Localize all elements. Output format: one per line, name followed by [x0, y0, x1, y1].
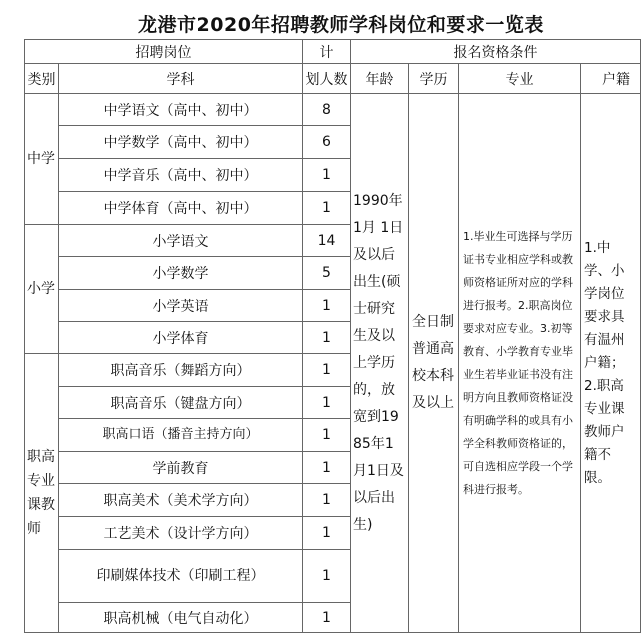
count-cell: 5 — [303, 257, 351, 290]
header-category: 类别 — [25, 64, 59, 94]
subject-cell: 小学语文 — [59, 225, 303, 257]
subject-cell: 职高口语（播音主持方向） — [59, 419, 303, 452]
count-cell: 1 — [303, 290, 351, 322]
category-primary: 小学 — [25, 225, 59, 354]
count-cell: 1 — [303, 452, 351, 484]
subject-cell: 职高音乐（键盘方向） — [59, 387, 303, 419]
count-cell: 1 — [303, 354, 351, 387]
subject-cell: 中学语文（高中、初中） — [59, 94, 303, 126]
count-cell: 6 — [303, 126, 351, 159]
count-cell: 1 — [303, 159, 351, 192]
header-hukou: 户籍 — [581, 64, 641, 94]
condition-hukou: 1.中学、小学岗位要求具有温州户籍；2.职高专业课教师户籍不限。 — [581, 94, 641, 633]
page-title: 龙港市2020年招聘教师学科岗位和要求一览表 — [138, 14, 544, 36]
condition-education: 全日制普通高校本科及以上 — [409, 94, 459, 633]
recruitment-table — [24, 39, 641, 633]
header-plan-bottom: 划人数 — [303, 64, 351, 94]
header-plan-top: 计 — [303, 40, 351, 64]
subject-cell: 学前教育 — [59, 452, 303, 484]
count-cell: 1 — [303, 550, 351, 603]
count-cell: 1 — [303, 387, 351, 419]
condition-major: 1.毕业生可选择与学历证书专业相应学科或教师资格证所对应的学科进行报考。2.职高岗位要求对应专业。3.初等教育、小学教育专业毕业生若毕业证书没有注明方向且教师资格证没有明确学科的或具有小学全科教师资格证的，可自选相应学段一个学科进行报考。 — [459, 94, 581, 633]
condition-age: 1990年1月 1日及以后出生(硕士研究生及以上学历的，放宽到1985年1月1日及以后出生) — [351, 94, 409, 633]
header-position-group: 招聘岗位 — [25, 40, 303, 64]
subject-cell: 中学数学（高中、初中） — [59, 126, 303, 159]
subject-cell: 印刷媒体技术（印刷工程） — [59, 550, 303, 603]
count-cell: 1 — [303, 603, 351, 633]
subject-cell: 工艺美术（设计学方向） — [59, 517, 303, 550]
subject-cell: 职高机械（电气自动化） — [59, 603, 303, 633]
count-cell: 1 — [303, 419, 351, 452]
subject-cell: 职高音乐（舞蹈方向） — [59, 354, 303, 387]
header-major: 专业 — [459, 64, 581, 94]
category-vocational: 职高专业课教师 — [25, 354, 59, 633]
count-cell: 1 — [303, 517, 351, 550]
header-age: 年龄 — [351, 64, 409, 94]
count-cell: 1 — [303, 322, 351, 354]
subject-cell: 中学体育（高中、初中） — [59, 192, 303, 225]
subject-cell: 职高美术（美术学方向） — [59, 484, 303, 517]
subject-cell: 小学数学 — [59, 257, 303, 290]
subject-cell: 小学英语 — [59, 290, 303, 322]
category-middle: 中学 — [25, 94, 59, 225]
subject-cell: 小学体育 — [59, 322, 303, 354]
count-cell: 14 — [303, 225, 351, 257]
count-cell: 1 — [303, 192, 351, 225]
header-education: 学历 — [409, 64, 459, 94]
count-cell: 1 — [303, 484, 351, 517]
header-conditions-group: 报名资格条件 — [351, 40, 641, 64]
header-subject: 学科 — [59, 64, 303, 94]
count-cell: 8 — [303, 94, 351, 126]
subject-cell: 中学音乐（高中、初中） — [59, 159, 303, 192]
